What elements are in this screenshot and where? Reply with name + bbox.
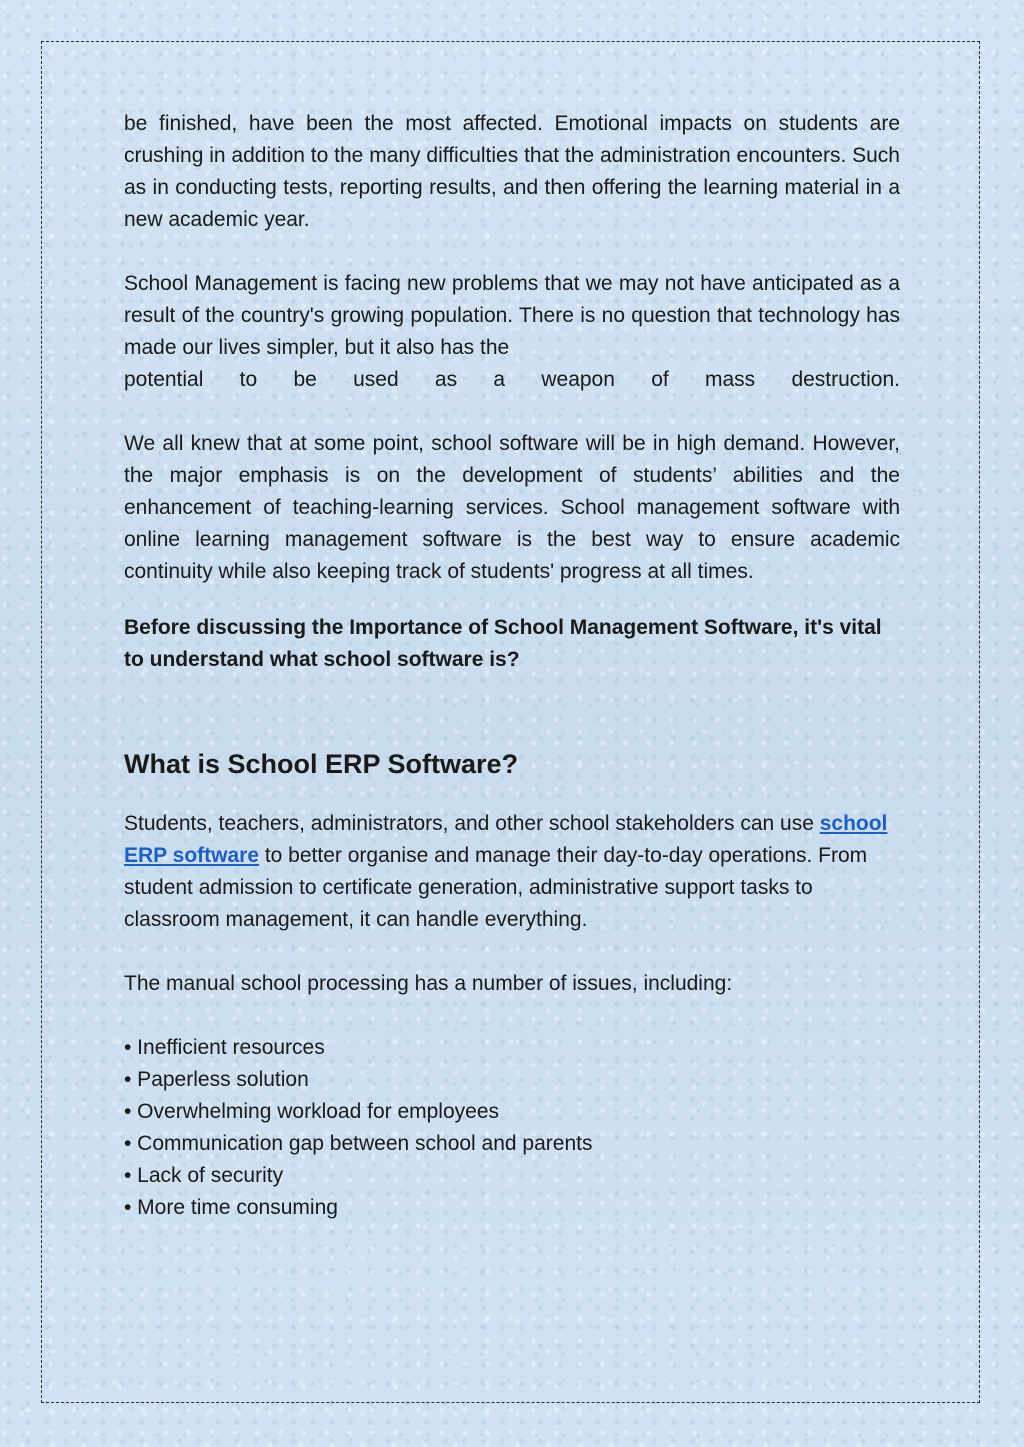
- paragraph-population-problems: [124, 268, 900, 396]
- paragraph-population-last-line: potential to be used as a weapon of mass destruction.: [124, 368, 900, 391]
- list-item: • Paperless solution: [124, 1068, 309, 1091]
- document-body: [124, 108, 900, 1224]
- paragraph-erp-definition: [124, 808, 900, 936]
- paragraph-issues-intro: The manual school processing has a number of issues, including:: [124, 972, 733, 995]
- section-heading: What is School ERP Software?: [124, 749, 519, 779]
- list-item: • Lack of security: [124, 1164, 284, 1187]
- list-item: • Communication gap between school and parents: [124, 1132, 593, 1155]
- school-erp-software-link[interactable]: school ERP software: [124, 812, 888, 867]
- paragraph-emotional-impacts: be finished, have been the most affected. Emotional impacts on students are crushing in addition to the many difficulties that the administration encounters. Such as in conducting tests, reporting results, and then offering the learning material in a new academic year.: [124, 112, 900, 231]
- list-item: • Inefficient resources: [124, 1036, 325, 1059]
- erp-definition-rest: to better organise and manage their day-to-day operations. From student admission to certificate generation, administrative support tasks to classroom management, it can handle everything.: [124, 844, 868, 931]
- list-item: • Overwhelming workload for employees: [124, 1100, 500, 1123]
- callout-before-discussing: Before discussing the Importance of School Management Software, it's vital to understand what school software is?: [124, 616, 882, 671]
- issues-list: [124, 1032, 900, 1224]
- list-item: • More time consuming: [124, 1196, 338, 1219]
- paragraph-high-demand: We all knew that at some point, school software will be in high demand. However, the major emphasis is on the development of students’ abilities and the enhancement of teaching-learning services. School management software with online learning management software is the best way to ensure academic continuity while also keeping track of students' progress at all times.: [124, 432, 900, 583]
- paragraph-population-main: School Management is facing new problems that we may not have anticipated as a result of the country's growing population. There is no question that technology has made our lives simpler, but it also has the: [124, 272, 900, 359]
- erp-definition-lead: Students, teachers, administrators, and other school stakeholders can use: [124, 812, 820, 835]
